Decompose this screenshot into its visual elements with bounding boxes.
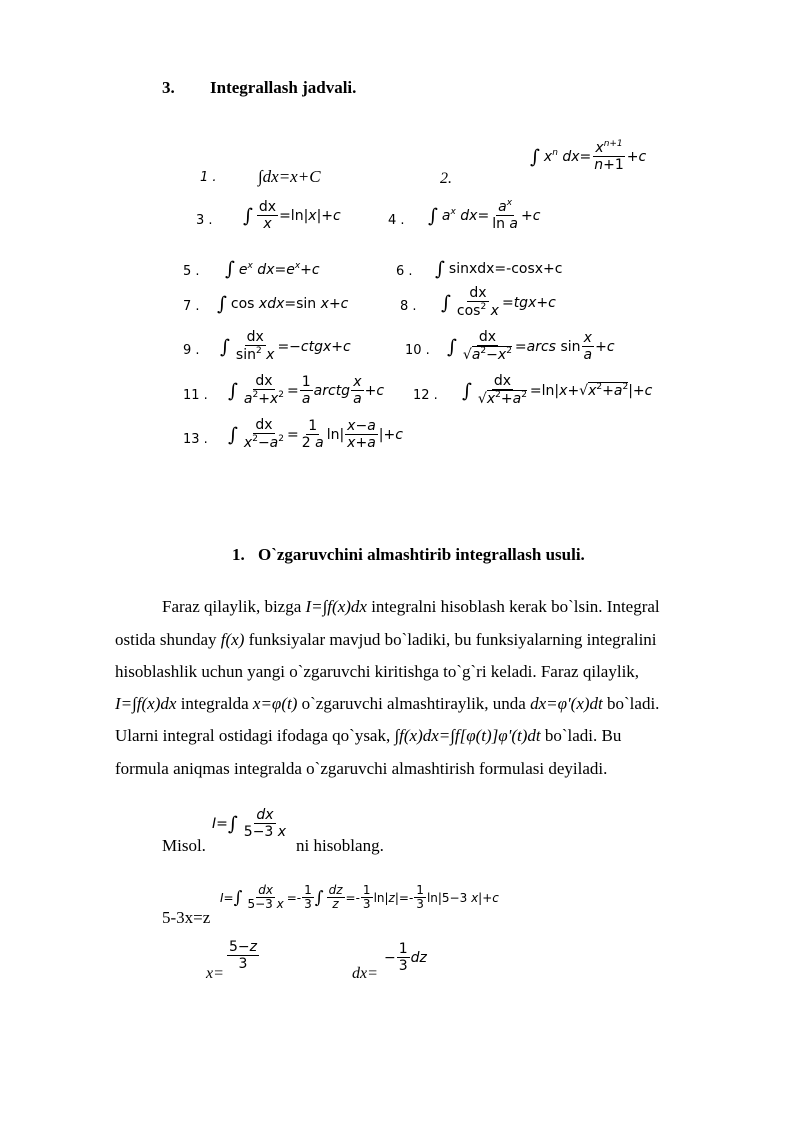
formula-8: ∫ $\frac{dx}{\cos^2 x}$ =tgx+c [441,285,556,320]
formula-number: 4 . [388,213,405,228]
section-title: O`zgaruvchini almashtirib integrallash usuli. [258,545,585,564]
section-title: Integrallash jadvali. [210,78,357,97]
paragraph-line [115,726,621,746]
formula-number: 8 . [400,299,417,314]
formula-number: 13 . [183,432,208,447]
text: Ularni integral ostidagi ifodaga qo`ysak, [115,726,395,745]
paragraph-line: hisoblashlik uchun yangi o`zgaruvchi kiritishga to`g`ri keladi. Faraz qilaylik, [115,662,640,681]
formula-number: 9 . [183,343,200,358]
text: bo`ladi. [602,694,660,713]
formula-number: 7 . [183,299,200,314]
formula-number: 3 . [196,213,213,228]
section-number: 1. [232,545,245,564]
math-inline: I=∫f(x)dx [305,597,367,616]
formula-number: 6 . [396,264,413,279]
formula-number: 1 . [200,170,217,185]
formula-10: ∫ $\frac{dx}{√a^2-x^2}$ =arcs sin x a +c [447,329,615,364]
substitution-label: 5-3x=z [162,908,211,927]
formula-4: ∫ $a^x$ dx= $\frac{a^x}{\text{ln a}}$ +c [428,198,541,233]
example-formula: I = ∫ dx 5−3 x [212,807,287,841]
formula-9: ∫ $\frac{dx}{\sin^2 x}$ =−ctgx+c [220,329,351,364]
formula-11: ∫ $\frac{dx}{a^2+x^2}$ = $\frac{1}{a}$ arctg x a +c [228,373,385,408]
text: funksiyalar mavjud bo`ladiki, bu funksiyalarning integralini [244,630,657,649]
formula-6: ∫ sinxdx=-cosx+c [435,258,563,280]
dx-value: − $\frac{1}{3}$ dz [384,941,427,975]
paragraph-line: formula aniqmas integralda o`zgaruvchi almashtirish formulasi deyiladi. [115,759,608,778]
formula-number: 10 . [405,343,430,358]
formula-number: 2. [440,170,452,187]
text: ostida shunday [115,630,221,649]
formula-number: 12 . [413,388,438,403]
text: Faraz qilaylik, bizga [162,597,306,616]
section-number: 3. [162,78,175,97]
dx-label: dx= [352,965,378,982]
math-inline: ∫f(x)dx=∫f[φ(t)]φ'(t)dt [394,726,541,745]
formula-number: 11 . [183,388,208,403]
text: bo`ladi. Bu [540,726,622,745]
paragraph-line [162,597,660,617]
formula-13: ∫ $\frac{dx}{x^2-a^2}$ = $\frac{1}{2 a}$ ln| x−a x+a |+c [228,417,403,452]
text: o`zgaruvchi almashtiraylik, unda [297,694,531,713]
math-inline: dx=φ'(x)dt [530,694,603,713]
formula-5: ∫ $e^x$ $dx=e^x+c$ [225,258,320,280]
x-value: 5−z 3 [229,939,257,973]
formula-1: ∫dx=x+C [258,167,321,186]
formula-number: 5 . [183,264,200,279]
example-suffix: ni hisoblang. [296,836,384,855]
example-label: Misol. [162,836,206,855]
formula-12: ∫ $\frac{dx}{√x^2+a^2}$ $=\ln|x+√x^2+a^2|+c$ [462,373,653,408]
formula-3: ∫ $\frac{dx}{x}$ =ln|x|+c [243,199,341,233]
solution-formula: I = ∫ $\frac{dx}{5-3 x}$ =- 1 3 ∫ $\frac{dz}{z}$ =- 1 3 ln|z|=- 1 3 ln|5−3 x|+c [220,883,499,912]
paragraph-line [115,630,657,650]
math-inline: I=∫f(x)dx [115,694,177,713]
text: integralda [176,694,253,713]
formula-7: ∫ cos xdx=sin x+c [217,293,349,315]
text: integralni hisoblash kerak bo`lsin. Integral [366,597,660,616]
paragraph-line [115,694,659,714]
math-inline: x=φ(t) [252,694,298,713]
formula-2: ∫ $x^n$ dx= $\frac{x^{n+1}}{n+1}$ +c [530,139,647,174]
math-inline: f(x) [220,630,245,649]
x-label: x= [206,965,224,982]
